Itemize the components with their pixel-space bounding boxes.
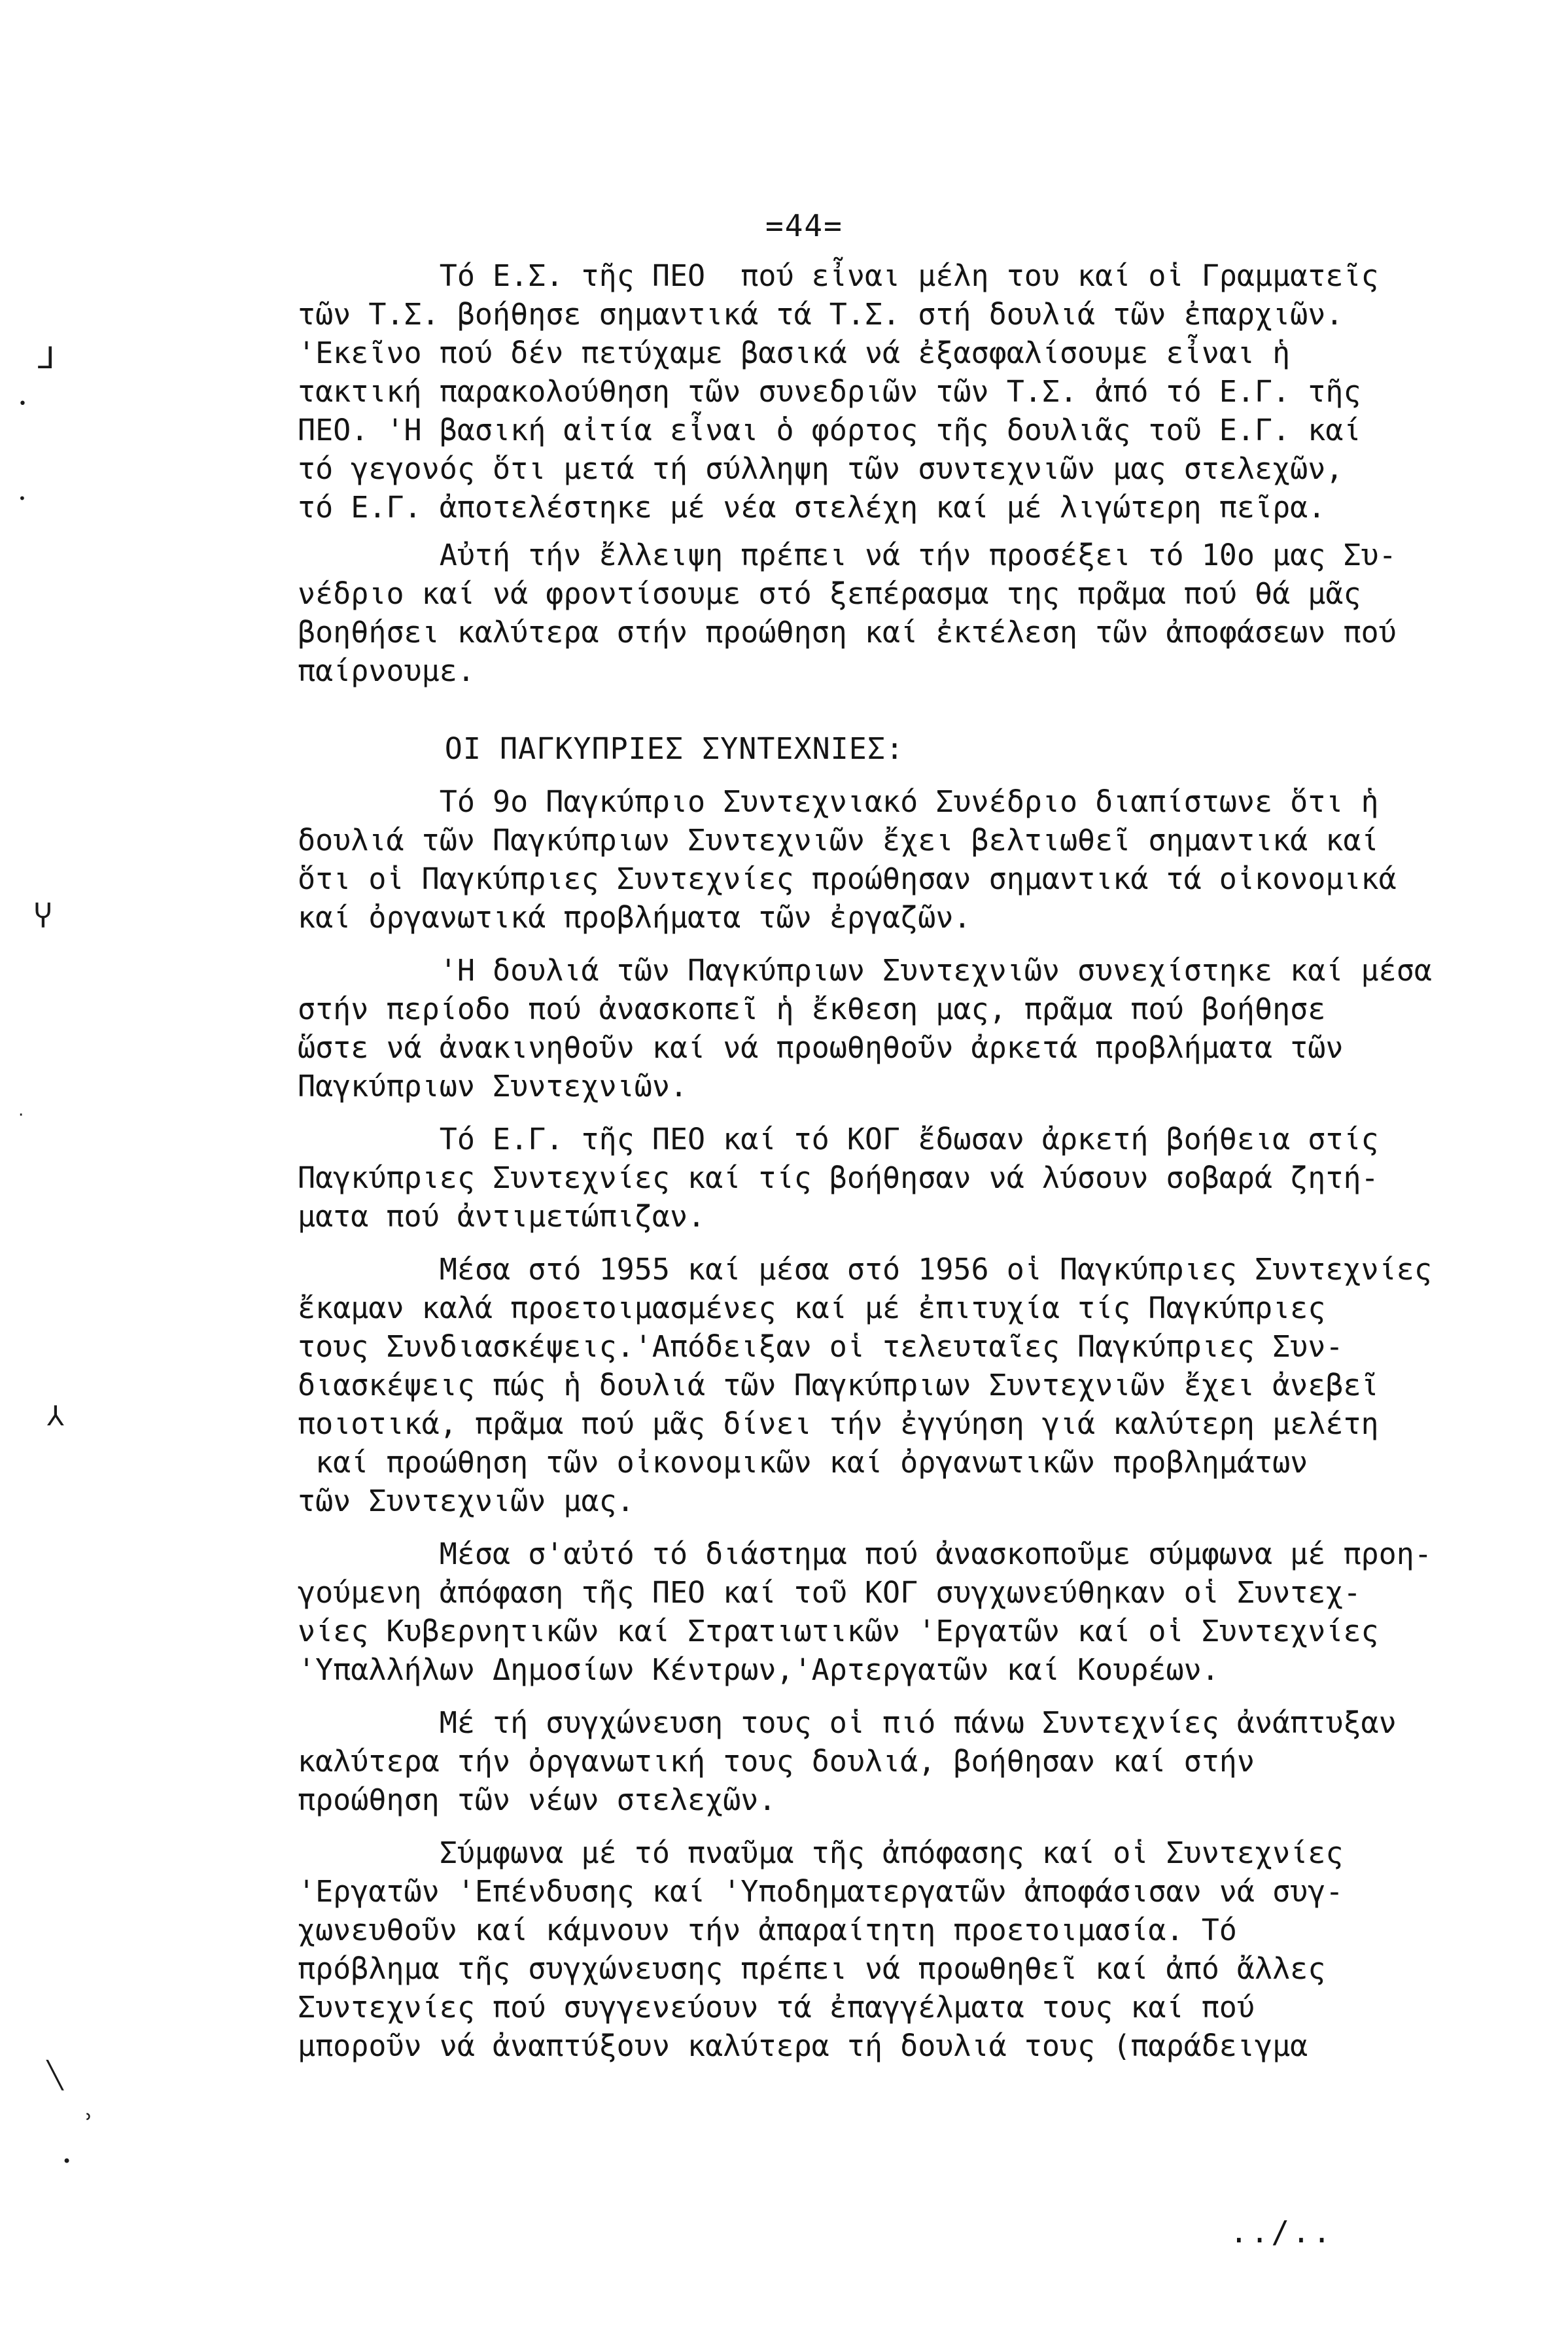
body-text (298, 256, 1514, 2065)
text-line: ὥστε νά ἀνακινηθοῦν καί νά προωθηθοῦν ἀρκετά προβλήματα τῶν (298, 1030, 1344, 1065)
text-line: νέδριο καί νά φροντίσουμε στό ξεπέρασμα της πρᾶμα πού θά μᾶς (298, 576, 1361, 611)
text-line: καί ὀργανωτικά προβλήματα τῶν ἐργαζῶν. (298, 900, 971, 935)
text-line: καλύτερα τήν ὀργανωτική τους δουλιά, βοήθησαν καί στήν (298, 1744, 1255, 1779)
text-line: ὅτι οἱ Παγκύπριες Συντεχνίες προώθησαν σημαντικά τά οἰκονομικά (298, 861, 1397, 896)
text-line: Μέσα στό 1955 καί μέσα στό 1956 οἱ Παγκύπριες Συντεχνίες (298, 1252, 1432, 1287)
text-line: τακτική παρακολούθηση τῶν συνεδριῶν τῶν Τ.Σ. ἀπό τό Ε.Γ. τῆς (298, 374, 1361, 409)
text-line: διασκέψεις πώς ἡ δουλιά τῶν Παγκύπριων Συντεχνιῶν ἔχει ἀνεβεῖ (298, 1368, 1379, 1402)
text-line: 'Εκεῖνο πού δέν πετύχαμε βασικά νά ἐξασφαλίσουμε εἶναι ἡ (298, 336, 1291, 370)
paragraph (298, 1250, 1514, 1520)
text-line: 'Υπαλλήλων Δημοσίων Κέντρων,'Αρτεργατῶν καί Κουρέων. (298, 1652, 1219, 1687)
continuation-marker: ../.. (1230, 2214, 1334, 2250)
text-line: στήν περίοδο πού ἀνασκοπεῖ ἡ ἔκθεση μας, πρᾶμα πού βοήθησε (298, 992, 1326, 1026)
text-line: τῶν Τ.Σ. βοήθησε σημαντικά τά Τ.Σ. στή δουλιά τῶν ἐπαρχιῶν. (298, 297, 1344, 332)
paragraph (298, 256, 1514, 527)
text-line: ματα πού ἀντιμετώπιζαν. (298, 1199, 706, 1234)
text-line: ἔκαμαν καλά προετοιμασμένες καί μέ ἐπιτυχία τίς Παγκύπριες (298, 1291, 1326, 1325)
text-line: χωνευθοῦν καί κάμνουν τήν ἀπαραίτητη προετοιμασία. Τό (298, 1913, 1237, 1947)
text-line: πρόβλημα τῆς συγχώνευσης πρέπει νά προωθηθεῖ καί ἀπό ἄλλες (298, 1951, 1326, 1986)
text-line: Τό Ε.Γ. τῆς ΠΕΟ καί τό ΚΟΓ ἔδωσαν ἀρκετή βοήθεια στίς (298, 1122, 1379, 1157)
text-line: Σύμφωνα μέ τό πναῦμα τῆς ἀπόφασης καί οἱ Συντεχνίες (298, 1836, 1344, 1870)
text-line: τό γεγονός ὅτι μετά τή σύλληψη τῶν συντεχνιῶν μας στελεχῶν, (298, 451, 1344, 486)
page-number: =44= (765, 208, 843, 243)
margin-mark: ╲ (47, 2061, 63, 2091)
text-line: 'Η δουλιά τῶν Παγκύπριων Συντεχνιῶν συνεχίστηκε καί μέσα (298, 953, 1432, 988)
text-line: καί προώθηση τῶν οἰκονομικῶν καί ὀργανωτικῶν προβλημάτων (298, 1445, 1308, 1480)
paragraph (298, 1703, 1514, 1819)
text-line: Μέσα σ'αὐτό τό διάστημα πού ἀνασκοποῦμε σύμφωνα μέ προη- (298, 1537, 1432, 1571)
text-line: τους Συνδιασκέψεις.'Απόδειξαν οἱ τελευταῖες Παγκύπριες Συν- (298, 1329, 1344, 1364)
paragraph (298, 951, 1514, 1105)
paragraph (298, 1120, 1514, 1236)
section-heading (298, 729, 1514, 768)
text-line: γούμενη ἀπόφαση τῆς ΠΕΟ καί τοῦ ΚΟΓ συγχωνεύθηκαν οἱ Συντεχ- (298, 1575, 1361, 1610)
text-line: νίες Κυβερνητικῶν καί Στρατιωτικῶν 'Εργατῶν καί οἱ Συντεχνίες (298, 1614, 1379, 1648)
text-line: Συντεχνίες πού συγγενεύουν τά ἐπαγγέλματα τους καί πού (298, 1990, 1255, 2025)
text-line: Τό 9ο Παγκύπριο Συντεχνιακό Συνέδριο διαπίστωνε ὅτι ἡ (298, 784, 1379, 819)
text-line: παίρνουμε. (298, 653, 475, 688)
text-line: Παγκύπριων Συντεχνιῶν. (298, 1069, 688, 1104)
text-line: Τό Ε.Σ. τῆς ΠΕΟ πού εἶναι μέλη του καί οἱ Γραμματεῖς (298, 258, 1379, 293)
text-line: Αὐτή τήν ἔλλειψη πρέπει νά τήν προσέξει τό 10ο μας Συ- (298, 538, 1397, 572)
text-line: Παγκύπριες Συντεχνίες καί τίς βοήθησαν νά λύσουν σοβαρά ζητή- (298, 1160, 1379, 1195)
text-line: ΠΕΟ. 'Η βασική αἰτία εἶναι ὁ φόρτος τῆς δουλιᾶς τοῦ Ε.Γ. καί (298, 413, 1361, 447)
margin-mark: ⅃ (38, 340, 55, 375)
paragraph (298, 536, 1514, 690)
text-line: τό Ε.Γ. ἀποτελέστηκε μέ νέα στελέχη καί μέ λιγώτερη πεῖρα. (298, 490, 1326, 525)
margin-mark: • (18, 491, 26, 506)
text-line: Μέ τή συγχώνευση τους οἱ πιό πάνω Συντεχνίες ἀνάπτυξαν (298, 1705, 1397, 1740)
margin-mark: ʾ (85, 2110, 94, 2140)
text-line: 'Εργατῶν 'Επένδυσης καί 'Υποδηματεργατῶν ἀποφάσισαν νά συγ- (298, 1874, 1344, 1909)
text-line: ποιοτικά, πρᾶμα πού μᾶς δίνει τήν ἐγγύηση γιά καλύτερη μελέτη (298, 1406, 1379, 1441)
text-line: μποροῦν νά ἀναπτύξουν καλύτερα τή δουλιά τους (παράδειγμα (298, 2028, 1308, 2063)
text-line: τῶν Συντεχνιῶν μας. (298, 1484, 635, 1518)
text-line: δουλιά τῶν Παγκύπριων Συντεχνιῶν ἔχει βελτιωθεῖ σημαντικά καί (298, 823, 1379, 858)
paragraph (298, 1834, 1514, 2065)
paragraph (298, 782, 1514, 937)
paragraph (298, 1535, 1514, 1689)
margin-mark: Ⴤ (34, 899, 52, 935)
text-line: προώθηση τῶν νέων στελεχῶν. (298, 1783, 776, 1817)
section-heading-text: ΟΙ ΠΑΓΚΥΠΡΙΕΣ ΣΥΝΤΕΧΝΙΕΣ: (298, 731, 905, 766)
text-line: βοηθήσει καλύτερα στήν προώθηση καί ἐκτέλεση τῶν ἀποφάσεων πού (298, 615, 1397, 650)
margin-mark: ⅄ (47, 1400, 64, 1432)
margin-mark: • (18, 396, 27, 412)
margin-mark: · (18, 1105, 24, 1125)
margin-mark: • (62, 2152, 72, 2170)
